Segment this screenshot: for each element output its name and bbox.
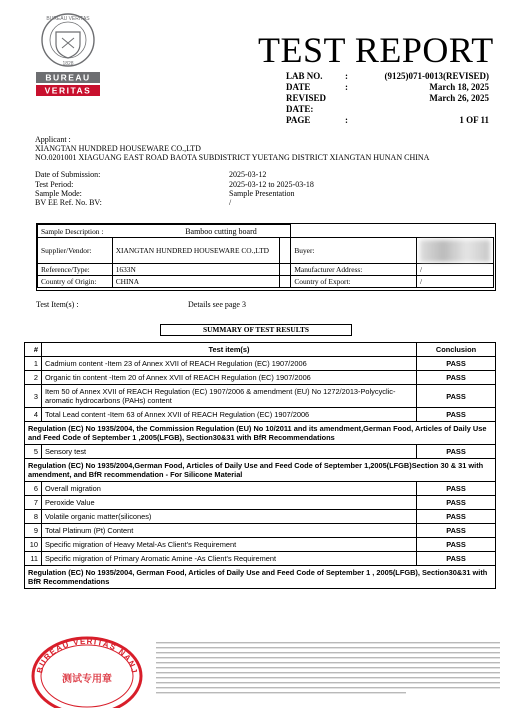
ref-type-label: Reference/Type: [38, 264, 113, 276]
submission-value: 2025-03-12 [229, 170, 267, 179]
row-number: 5 [25, 445, 42, 459]
row-number: 7 [25, 496, 42, 510]
conclusion-pass: PASS [417, 385, 496, 408]
test-item-text: Total Lead content -Item 63 of Annex XVII of REACH Regulation (EC) 1907/2006 [42, 408, 417, 422]
meta-date-value: March 18, 2025 [429, 82, 489, 92]
row-number: 10 [25, 538, 42, 552]
svg-text:VERITAS: VERITAS [44, 85, 92, 96]
conclusion-pass: PASS [417, 482, 496, 496]
conclusion-pass: PASS [417, 496, 496, 510]
test-item-text: Overall migration [42, 482, 417, 496]
buyer-value [417, 238, 494, 264]
regulation-row [25, 566, 496, 589]
conclusion-pass: PASS [417, 552, 496, 566]
manufacturer-address-label: Manufacturer Address: [291, 264, 417, 276]
bureau-veritas-logo [32, 8, 104, 100]
test-items-label: Test Item(s) : [36, 300, 79, 309]
applicant-name: XIANGTAN HUNDRED HOUSEWARE CO.,LTD [35, 144, 201, 153]
origin-value: CHINA [112, 276, 280, 288]
conclusion-pass: PASS [417, 510, 496, 524]
sample-desc-value: Bamboo cutting board [185, 226, 257, 236]
conclusion-pass: PASS [417, 524, 496, 538]
svg-text:BUREAU VERITAS: BUREAU VERITAS [46, 16, 90, 22]
ref-no-value: / [229, 198, 232, 207]
table-row [25, 371, 496, 385]
test-items-value: Details see page 3 [188, 300, 246, 309]
buyer-label: Buyer: [291, 238, 417, 264]
sample-desc-label: Sample Description : [38, 225, 113, 238]
sample-mode-label: Sample Mode: [35, 189, 82, 198]
ref-type-value: 1633N [112, 264, 280, 276]
test-item-text: Specific migration of Primary Aromatic Amine -As Client's Requirement [42, 552, 417, 566]
ref-no-label: BV EE Ref. No. BV: [35, 198, 102, 207]
col-num-header: # [25, 343, 42, 357]
applicant-address: NO.0201001 XIAGUANG EAST ROAD BAOTA SUBDISTRICT YUETANG DISTRICT XIANGTAN HUNAN CHINA [35, 153, 430, 162]
sample-mode-value: Sample Presentation [229, 189, 295, 198]
row-number: 1 [25, 357, 42, 371]
buyer-redacted-blur [420, 240, 490, 262]
export-value: / [417, 276, 494, 288]
table-row [25, 538, 496, 552]
test-item-text: Total Platinum (Pt) Content [42, 524, 417, 538]
meta-revised-label: REVISED [286, 93, 327, 103]
meta-page-value: 1 OF 11 [459, 115, 489, 125]
row-number: 11 [25, 552, 42, 566]
test-item-text: Sensory test [42, 445, 417, 459]
row-number: 9 [25, 524, 42, 538]
conclusion-pass: PASS [417, 445, 496, 459]
row-number: 3 [25, 385, 42, 408]
meta-lab-label: LAB NO. [286, 71, 323, 81]
col-item-header: Test item(s) [42, 343, 417, 357]
results-table [24, 342, 496, 589]
test-item-text: Organic tin content -Item 20 of Annex XVII of REACH Regulation (EC) 1907/2006 [42, 371, 417, 385]
test-period-label: Test Period: [35, 180, 74, 189]
company-seal-stamp [30, 632, 144, 708]
meta-page-sep: : [345, 115, 348, 125]
test-item-text: Volatile organic matter(silicones) [42, 510, 417, 524]
meta-lab-sep: : [345, 71, 348, 81]
sample-info-table [37, 224, 494, 288]
svg-text:BUREAU: BUREAU [45, 72, 91, 83]
supplier-value: XIANGTAN HUNDRED HOUSEWARE CO.,LTD [112, 238, 280, 264]
row-number: 2 [25, 371, 42, 385]
regulation-row [25, 422, 496, 445]
meta-date2-label: DATE: [286, 104, 314, 114]
table-row [25, 445, 496, 459]
table-row [25, 385, 496, 408]
supplier-label: Supplier/Vendor: [38, 238, 113, 264]
summary-title: SUMMARY OF TEST RESULTS [160, 324, 352, 336]
test-item-text: Specific migration of Heavy Metal-As Client's Requirement [42, 538, 417, 552]
regulation-text: Regulation (EC) No 1935/2004, the Commission Regulation (EU) No 10/2011 and its amendment,German Food, Articles of Daily Use and Feed Code of September 1 ,2005(LFGB), Section30&31 with BfR Recommendations [25, 422, 496, 445]
row-number: 6 [25, 482, 42, 496]
manufacturer-address-value: / [417, 264, 494, 276]
conclusion-pass: PASS [417, 408, 496, 422]
table-row [25, 510, 496, 524]
regulation-row [25, 459, 496, 482]
table-row [25, 524, 496, 538]
conclusion-pass: PASS [417, 371, 496, 385]
test-item-text: Peroxide Value [42, 496, 417, 510]
regulation-text: Regulation (EC) No 1935/2004, German Food, Articles of Daily Use and Feed Code of September 1 , 2005(LFGB), Section30&31 with BfR Recommendations [25, 566, 496, 589]
meta-page-label: PAGE [286, 115, 311, 125]
meta-lab-value: (9125)071-0013(REVISED) [384, 71, 489, 81]
table-row [25, 408, 496, 422]
test-item-text: Item 50 of Annex XVII of REACH Regulation (EC) 1907/2006 & amendment (EU) No 1272/2013-Polycyclic-aromatic hydrocarbons (PAHs) content [42, 385, 417, 408]
col-conclusion-header: Conclusion [417, 343, 496, 357]
meta-date-label: DATE [286, 82, 311, 92]
footer-fine-print [156, 640, 502, 702]
svg-text:BUREAU VERITAS NANJING CO.: BUREAU VERITAS NANJ [35, 636, 139, 675]
svg-text:测试专用章: 测试专用章 [62, 674, 112, 685]
conclusion-pass: PASS [417, 357, 496, 371]
table-row [25, 357, 496, 371]
meta-revised-value: March 26, 2025 [429, 93, 489, 103]
row-number: 4 [25, 408, 42, 422]
table-row [25, 496, 496, 510]
test-period-value: 2025-03-12 to 2025-03-18 [229, 180, 314, 189]
applicant-label: Applicant : [35, 135, 71, 144]
table-row [25, 482, 496, 496]
regulation-text: Regulation (EC) No 1935/2004,German Food, Articles of Daily Use and Feed Code of September 1,2005(LFGB)Section 30 & 31 with amendment, and BfR recommendation - For Silicone Material [25, 459, 496, 482]
origin-label: Country of Origin: [38, 276, 113, 288]
conclusion-pass: PASS [417, 538, 496, 552]
meta-date-sep: : [345, 82, 348, 92]
test-item-text: Cadmium content -Item 23 of Annex XVII of REACH Regulation (EC) 1907/2006 [42, 357, 417, 371]
footer-fine-print-lines [156, 640, 502, 700]
svg-text:1828: 1828 [62, 61, 74, 67]
submission-label: Date of Submission: [35, 170, 101, 179]
table-row [25, 552, 496, 566]
row-number: 8 [25, 510, 42, 524]
report-title: TEST REPORT [258, 30, 494, 70]
export-label: Country of Export: [291, 276, 417, 288]
